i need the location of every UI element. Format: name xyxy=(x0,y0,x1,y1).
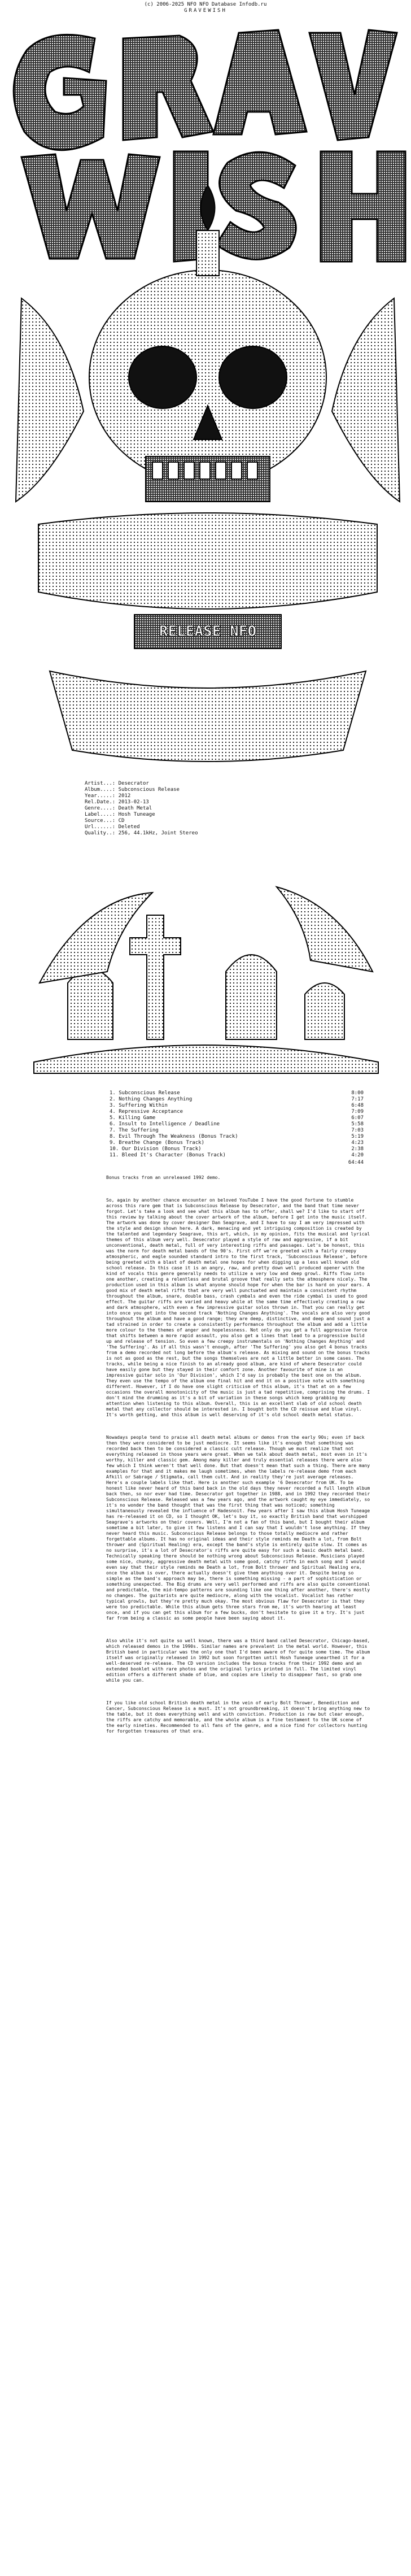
info-rel-date: Rel.Date.: 2013-02-13 xyxy=(85,799,149,805)
info-album: Album....: Subconscious Release xyxy=(85,787,180,793)
track-row: 1. Subconscious Release 8:00 xyxy=(110,1090,364,1096)
release-nfo-text: RELEASE NFO xyxy=(159,623,257,640)
paragraph: If you like old school British death metal in the vein of early Bolt Thrower, Benediction and Cancer, Subconscious Release is a must. It's not groundbreaking, it doesn't bring anything new to the table, but it does everything well and with conviction. Production is raw but clear enough, the riffs are catchy and memorable, and the whole album is a fine testament to the UK scene of the early nineties. Recommended to all fans of the genre, and a nice find for collectors hunting for forgotten treasures of that era. xyxy=(106,1700,373,1734)
info-artist: Artist...: Desecrator xyxy=(85,781,149,786)
info-source: Source...: CD xyxy=(85,818,125,824)
track-row: 7. The Suffering 7:03 xyxy=(110,1128,364,1133)
track-row: 10. Our Division (Bonus Track) 2:38 xyxy=(110,1146,364,1152)
track-row: 3. Suffering Within 6:48 xyxy=(110,1103,364,1108)
lower-ornaments xyxy=(50,671,366,762)
ascii-art-title: GRAVEWISH xyxy=(184,8,227,14)
total-time: 64:44 xyxy=(348,1160,364,1165)
track-row: 11. Bleed It's Character (Bonus Track) 4:20 xyxy=(110,1152,364,1158)
skull-drawing xyxy=(89,270,326,502)
paragraph: Bonus tracks from an unreleased 1992 demo. xyxy=(106,1175,221,1180)
info-label: Label....: Hosh Tuneage xyxy=(85,812,155,817)
review-text xyxy=(106,1164,371,1746)
release-info xyxy=(85,781,198,837)
info-quality: Quality..: 256, 44.1kHz, Joint Stereo xyxy=(85,830,198,836)
paragraph: Also while it's not quite so well known, there was a third band called Desecrator, Chicago-based, which released demos in the 1990s. Similar names are prevalent in the metal world. However, this British band in particular was the only one that I'd been aware of for quite some time. The album itself was originally released in 1992 but soon forgotten until Hosh Tuneage unearthed it for a well-deserved re-release. The CD version includes the bonus tracks from their 1992 demo and an extended booklet with rare photos and the original lyrics printed in full. The limited vinyl edition offers a different shade of blue, and copies are likely to disappear fast, so grab one while you can. xyxy=(106,1638,373,1683)
track-row: 9. Breathe Change (Bonus Track) 4:23 xyxy=(110,1140,364,1146)
info-year: Year.....: 2012 xyxy=(85,793,131,799)
copyright-notice: (c) 2006-2025 NFO NFO Database Infodb.ru xyxy=(144,2,267,7)
skull-logo-ascii-art xyxy=(5,16,406,773)
paragraph: So, again by another chance encounter on beloved YouTube I have the good fortune to stumble across this rare gem that is Subconscious Release by Desecrator, and the band that time never forgot. Let's take a look and see what this album has to offer, shall we? I'd like to start off this review by talking about the cover artwork of the album, before I get into the music itself. The artwork was done by cover designer Dan Seagrave, and I have to say I am very impressed with the style and design shown here. A dark, menacing and yet intriguing composition is created by the talented and legendary Seagrave, this art, which, in my opinion, fits the musical and lyrical themes of this album very well. Desecrator played a style of raw and aggressive, if a bit unconventional, death metal, full of very interesting riffs and passages. Let's be honest, this was the norm for death metal bands of the 90's. First off we're greeted with a fairly creepy atmospheric, and eagle sounded standard intro to the first track, 'Subconscious Release', before being greeted with a blast of death metal one hopes for when digging up a less well known old school release. In this case it is an angry, raw, and pretty down well produced opener with the kind of vocals this genre generally needs to utilize a very low and deep growl. Riffs flow into one another, creating a relentless and brutal groove that really sets the atmosphere nicely. The production used in this album is what anyone should hope for when the bar is hard on your ears. A good mix of death metal riffs that are very well punctuated and maintain a consistent rhythm throughout the album, snare, double bass, crash cymbals and even the ride cymbal is used to good effect. The guitar riffs are varied and heavy while at the same time effectively creating a raw and dark atmosphere, with even a few impressive guitar solos thrown in. That you can really get into once you get into the second track 'Nothing Changes Anything'. The vocals are also very good throughout the album and have a good range; they are deep, distinctive, and deep and sound just a tad strained in order to create a consistently performance throughout the album and add a little more colour to the themes of anger and hopelessness. Not only do you get a full aggressive force that shifts between a more rapid assault, you also get a lines that lead to a progressive build up and release of tension. So even a few creepy instrumentals on 'Nothing Changes Anything' and 'The Suffering'. As if all this wasn't enough, after 'The Suffering' you also get 4 bonus tracks from a demo recorded not long before the album's release. As mixing and sound on the bonus tracks is not as good as the rest, but the songs themselves are not a little better in some cases. The tracks, while being a nice finish to an already good album, are kind of where Desecrator could have easily gone but they stayed in their comfort zone. Another favourite of mine is an impressive guitar solo in 'Our Division', which I'd say is probably the best one on the album. They even use the tempo of the album one final hit and end it on a positive note with something different. However, if I do have one slight criticism of this album, it's that at on a few occasions the overall monotonicity of the music is just a tad repetitive, comprising the drums. I don't mind the drumming as it's a bit of variation in these songs which keep grabbing my attention when listening to this album. Overall, this is an excellent slab of old school death metal that any collector should be interested in. I bought both the CD reissue and blue vinyl. It's worth getting, and this album is well deserving of it's old school death metal status. xyxy=(106,1198,373,1417)
track-row: 4. Repressive Acceptance 7:09 xyxy=(110,1109,364,1115)
track-row: 6. Insult to Intelligence / Deadline 5:58 xyxy=(110,1121,364,1127)
release-nfo-banner xyxy=(134,615,281,649)
paragraph: Nowadays people tend to praise all death metal albums or demos from the early 90s; even if back then they were considered to be just mediocre. It seems like it's enough that something was recorded back then to be considered a classic cult release. Though we must realize that not everything released in those years were great. When we talk about death metal, most even in it's worthy, killer and classic gem. Among many killer and truly essential releases there were also few which I think weren't that well done. But that doesn't mean that such a thing. There are many examples for that and it makes me laugh sometimes, when the labels re-release demo from each Afkill or Sabrage / Stigmata, call them cult. And in reality they're just average releases. Here's a couple labels like that. Here is another such example '6 Desecrator from UK. To be honest like never heard of this band back in the old days they never recorded a full length album back then, so nor ever had time. Desecrator got together in 1988, and in 1992 they recorded their Subconscious Release. Released was a few years ago, and the artwork caught my eye immediately, so it's no wonder the band thought that was the first thing that was noticed; something simultaneously revealed the influence of Hadesnoit. Few years after I saw this album Hosh Tuneage has re-released it on CD, so I thought OK, let's buy it, so exactly British band that worshipped Seagrave's artworks on their covers. Well, I'm not a fan of this band, but I bought their album sometime a bit later, to give it few listens and I can say that I wouldn't lose anything. If they never heard this music. Subconscious Release belongs to those totally mediocre and rather forgettable albums. It has no original ideas and their style reminds me Death a lot, from Bolt thrower and (Spiritual Healing) era, except the band's style is entirely quite slow. It comes as no surprise, it's a lot of Desecrator's riffs are quite easy for such a basic death metal band. Technically speaking there should be nothing wrong about Subconscious Release. Musicians played some nice, chunky, aggressive death metal with some good, catchy riffs in each song and I would even say that their style reminds me Death a lot, from Bolt thrower and Spiritual Healing era, once the album is over, there actually doesn't give them anything over it. Despite being so simple as the band's approach may be, there is something missing - a part of sophistication or something unexpected. The Big drums are very well performed and riffs are also quite conventional and predictable, the mid-tempo patterns are sounding like one thing after another, there's mostly no changes. The guitarists are quite mediocre, along with the vocalist. Vocalist has rather typical growls, but they're pretty much okay. The most obvious flaw for Desecrator is that they were too predictable. While this album gets three stars from me, it's worth hearing at least once, and if you can get this album for a few bucks, don't hesitate to give it a try. It's just far from being a classic as some people have been saying about it. xyxy=(106,1435,373,1621)
track-row: 5. Killing Game 6:07 xyxy=(110,1115,364,1121)
info-genre: Genre....: Death Metal xyxy=(85,806,152,811)
graveyard-ascii-art xyxy=(23,870,390,1079)
track-row: 8. Evil Through The Weakness (Bonus Track) 5:19 xyxy=(110,1134,364,1139)
tracklist xyxy=(110,1090,364,1166)
track-row: 2. Nothing Changes Anything 7:17 xyxy=(110,1096,364,1102)
info-url: Url......: Deleted xyxy=(85,824,140,830)
